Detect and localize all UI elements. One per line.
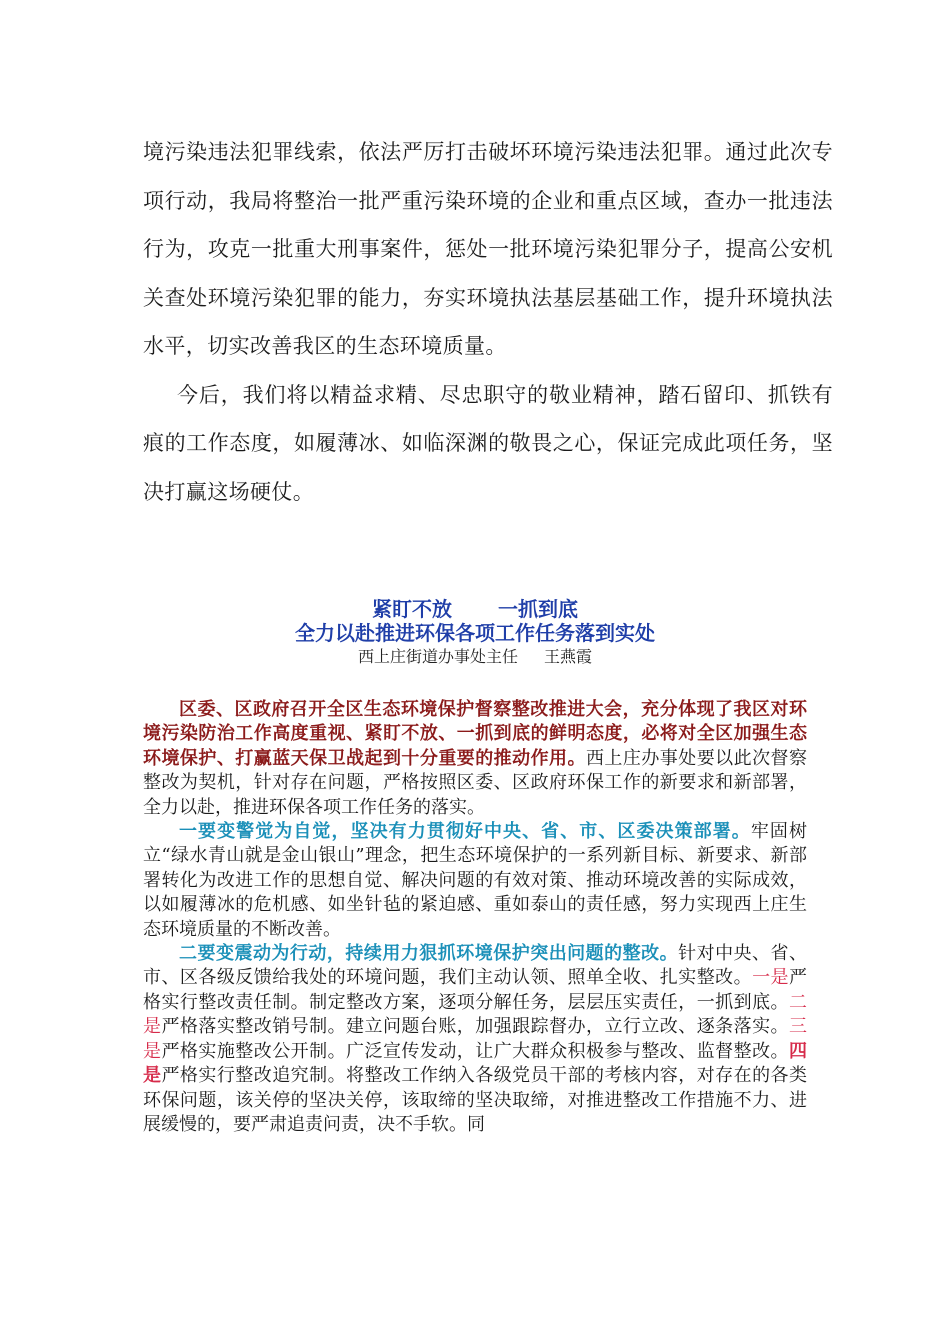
item-text: 严格落实整改销号制。建立问题台账，加强跟踪督办，立行立改、逐条落实。	[161, 1016, 790, 1038]
item-text: 严格实施整改公开制。广泛宣传发动，让广大群众积极参与整改、监督整改。	[161, 1040, 790, 1062]
item-text: 严格实行整改追究制。将整改工作纳入各级党员干部的考核内容，对存在的各类环保问题，该关停的坚决关停，该取缔的坚决取缔，对推进整改工作措施不力、进展缓慢的，要严肃追责问责，决不手软。同	[143, 1065, 808, 1135]
lead-paragraph	[143, 698, 807, 820]
previous-article-ending	[143, 128, 833, 516]
article-title	[143, 597, 807, 621]
item-label: 二是	[143, 991, 807, 1038]
point-one-text: 牢固树立“绿水青山就是金山银山”理念，把生态环境保护的一系列新目标、新要求、新部署转化为改进工作的思想自觉、解决问题的有效对策、推动环境改善的实际成效，以如履薄冰的危机感、如坐针毡的紧迫感、重如泰山的责任感，努力实现西上庄生态环境质量的不断改善。	[143, 821, 807, 940]
author-name: 王燕霞	[544, 647, 593, 666]
closing-paragraph: 今后，我们将以精益求精、尽忠职守的敬业精神，踏石留印、抓铁有痕的工作态度，如履薄冰、如临深渊的敬畏之心，保证完成此项任务，坚决打赢这场硬仗。	[143, 382, 833, 504]
lead-text: 西上庄办事处要以此次督察整改为契机，针对存在问题，严格按照区委、区政府环保工作的新要求和新部署，全力以赴，推进环保各项工作任务的落实。	[143, 747, 807, 818]
point-one-heading: 一要变警觉为自觉，坚决有力贯彻好中央、省、市、区委决策部署。	[179, 821, 751, 843]
article-subtitle: 全力以赴推进环保各项工作任务落到实处	[295, 621, 655, 645]
item-text: 严格实行整改责任制。制定整改方案，逐项分解任务，层层压实责任，一抓到底。	[143, 967, 808, 1013]
point-one-paragraph	[143, 820, 807, 942]
byline	[143, 645, 807, 669]
point-two-heading: 二要变震动为行动，持续用力狠抓环境保护突出问题的整改。	[179, 943, 679, 965]
article-header	[143, 597, 807, 669]
item-label: 三是	[143, 1016, 808, 1062]
article-body	[143, 698, 807, 1137]
lead-highlight: 区委、区政府召开全区生态环境保护督察整改推进大会，充分体现了我区对环境污染防治工作高度重视、紧盯不放、一抓到底的鲜明态度，必将对全区加强生态环境保护、打赢蓝天保卫战起到十分重要的推动作用。	[143, 699, 807, 769]
author-title: 西上庄街道办事处主任	[357, 647, 518, 666]
item-label: 四是	[143, 1040, 808, 1087]
title-part-1: 紧盯不放	[372, 597, 452, 621]
body-paragraph: 境污染违法犯罪线索，依法严厉打击破坏环境污染违法犯罪。通过此次专项行动，我局将整治一批严重污染环境的企业和重点区域，查办一批违法行为，攻克一批重大刑事案件，惩处一批环境污染犯罪分子，提高公安机关查处环境污染犯罪的能力，夯实环境执法基层基础工作，提升环境执法水平，切实改善我区的生态环境质量。	[143, 140, 833, 358]
item-label: 一是	[752, 967, 790, 989]
title-part-2: 一抓到底	[498, 597, 578, 621]
point-two-paragraph	[143, 942, 807, 1137]
point-two-intro: 针对中央、省、市、区各级反馈给我处的环境问题，我们主动认领、照单全收、扎实整改。	[143, 943, 808, 989]
